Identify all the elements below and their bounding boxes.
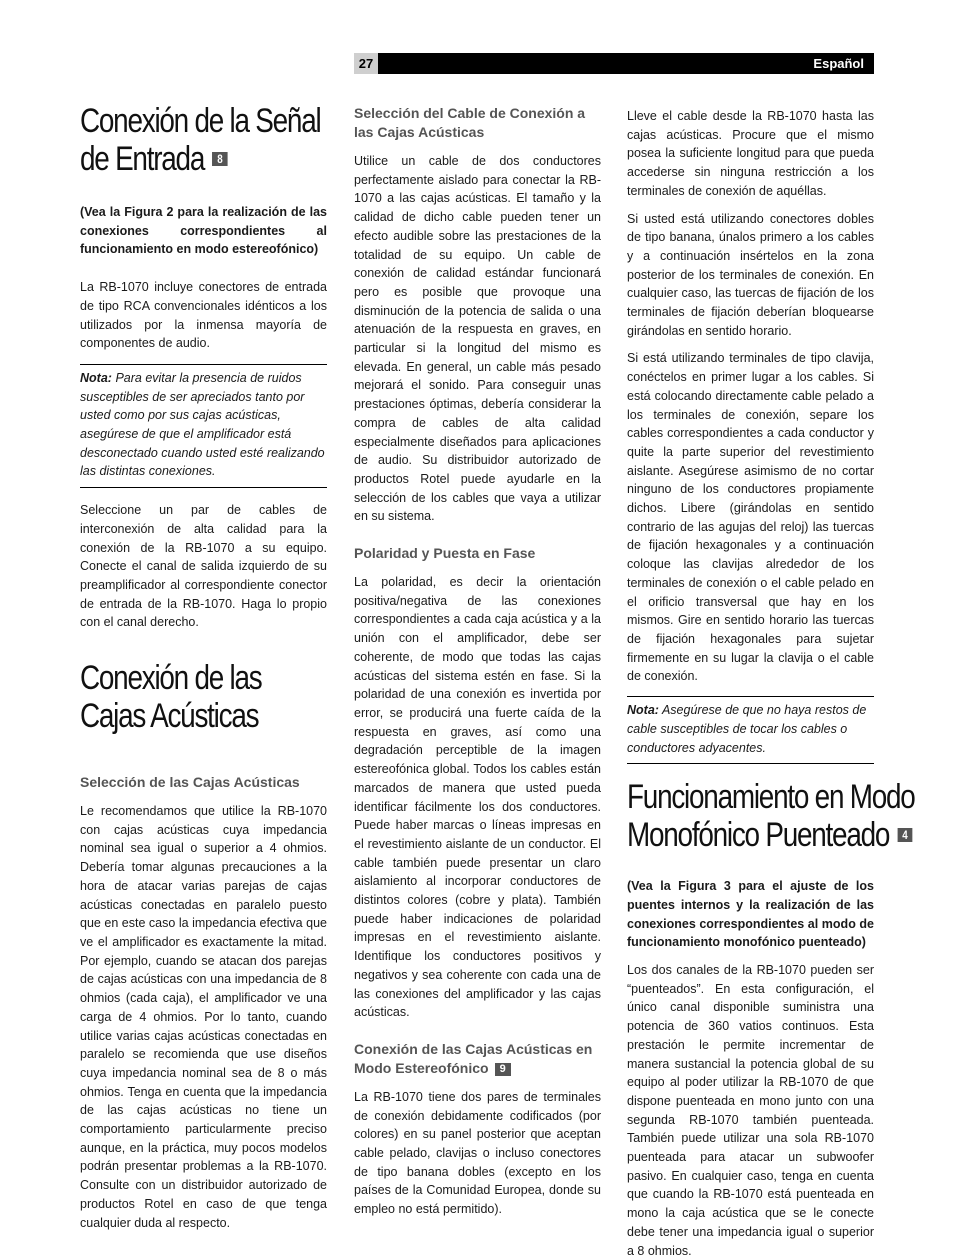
paragraph: Si usted está utilizando conectores dobles de tipo banana, únalos primero a los cables y a continuación insértelos en la zona posterior de los terminales de conexión. En cualquier caso, las tuercas de fijación de los terminales de fijación deberían bloquearse girándolas en sentido horario. (627, 211, 874, 338)
paragraph: Lleve el cable desde la RB-1070 hasta las cajas acústicas. Procure que el mismo posea la suficiente longitud para que pueda accederse sin ninguna restricción a los terminales de conexión de aquéllas. (627, 109, 874, 198)
heading-line: Conexión de las (80, 659, 262, 698)
paragraph: La polaridad, es decir la orientación positiva/negativa de las conexiones correspondientes a cada caja acústica y a la unión con el amplificador, debe ser coherente, de modo que todas las cajas acústicas del sistema estén en fase. Si la polaridad de una conexión es invertida por error, se producirá una fuerte caída de la respuesta en graves, así como una degradación perceptible de la imagen estereofónica global. Todos los cables están marcados de manera que usted pueda identificar fácilmente los dos conductores. Puede haber marcas o líneas impresas en el revestimiento aislante de un conductor. El cable también puede presentar un claro aislamiento al incorporar conductores de distintos colores (cobre y plata). También puede haber indicaciones de polaridad impresas en el revestimiento aislante. Identifique los conductores positivos y negativos y sea coherente con cada una de las conexiones del amplificador y las cajas acústicas. (354, 575, 601, 1020)
header-bar (354, 53, 874, 74)
column-2 (354, 104, 601, 1219)
section-badge: 4 (897, 828, 912, 842)
heading-line: Monofónico Puenteado (627, 816, 890, 855)
heading-bridged-mono (627, 778, 915, 855)
section-badge: 9 (495, 1063, 511, 1076)
subheading-cable-selection: Selección del Cable de Conexión a las Cajas Acústicas (354, 105, 586, 140)
heading-speaker-connection (80, 659, 283, 735)
note-text: Asegúrese de que no haya restos de cable susceptibles de tocar los cables o conductores adyacentes. (627, 703, 867, 755)
paragraph: Seleccione un par de cables de interconexión de alta calidad para la conexión de la RB-1070 a su equipo. Conecte el canal de salida izquierdo de su preamplificador al correspondiente conector de entrada de la RB-1070. Haga lo propio con el canal derecho. (80, 503, 327, 630)
paragraph: Si está utilizando terminales de tipo clavija, conéctelos en primer lugar a los cables. Si está colocando directamente cable pelado a los terminales de conexión, separe los cables correspondientes a cada conductor y quite la parte superior del revestimiento aislante. Asegúrese asimismo de no cortar ninguno de los conductores propiamente dichos. Libere (girándolas en sentido contrario de las agujas del reloj) las tuercas de fijación hexagonales y a continuación coloque las clavijas alrededor de los terminales de conexión o el cable pelado en el orificio transversal que hay en los mismos. Gire en sentido horario las tuercas de fijación hexagonales para sujetar firmemente en su lugar la clavija o el cable de conexión. (627, 351, 874, 684)
note-box (80, 364, 327, 488)
paragraph: Los dos canales de la RB-1070 pueden ser “puenteados”. En esta configuración, el único canal disponible suministra una potencia de 360 vatios continuos. Esta prestación le permite incrementar de manera sustancial la potencia global de su equipo al poder utilizar la RB-1070 de que dispone puenteada en mono junto con una segunda RB-1070 también puenteada. También puede utilizar una sola RB-1070 puenteada para atacar un subwoofer pasivo. En cualquier caso, tenga en cuenta que cuando la RB-1070 está puenteada en mono la caja acústica que se le conecte debe tener una impedancia igual o superior a 8 ohmios. (627, 963, 874, 1258)
section-badge: 8 (212, 152, 227, 166)
subheading-text: Conexión de las Cajas Acústicas en Modo Estereofónico (354, 1040, 593, 1076)
heading-line: Conexión de la Señal (80, 102, 321, 140)
heading-line: de Entrada (80, 140, 205, 178)
paragraph: La RB-1070 incluye conectores de entrada de tipo RCA convencionales idénticos a los utilizados por la inmensa mayoría de componentes de audio. (80, 280, 327, 351)
heading-input-signal (80, 102, 321, 178)
figure-reference: (Vea la Figura 2 para la realización de las conexiones correspondientes al funcionamiento en modo estereofónico) (80, 205, 327, 257)
figure-reference: (Vea la Figura 3 para el ajuste de los puentes internos y la realización de las conexiones correspondientes al modo de funcionamiento monofónico puenteado) (627, 879, 874, 950)
note-label: Nota: (627, 703, 659, 718)
paragraph: Le recomendamos que utilice la RB-1070 con cajas acústicas cuya impedancia nominal sea igual o superior a 4 ohmios. Debería tomar algunas precauciones a la hora de atacar varias parejas de cajas acústicas conectadas en paralelo puesto que en este caso la impedancia efectiva que ve el amplificador es exactamente la mitad. Por ejemplo, cuando se atacan dos parejas de cajas acústicas con una impedancia de 8 ohmios (cada caja), el amplificador ve una carga de 4 ohmios. Por lo tanto, cuando utilice varias cajas acústicas conectadas en paralelo se recomienda que use diseños cuya impedancia nominal sea de 8 o más ohmios. Tenga en cuenta que la impedancia de las cajas acústicas no tiene un comportamiento particularmente preciso aunque, en la práctica, muy pocos modelos podrán presentar problemas a la RB-1070. Consulte con un distribuidor autorizado de productos Rotel en caso de que tenga cualquier duda al respecto. (80, 804, 327, 1230)
paragraph: La RB-1070 tiene dos pares de terminales de conexión debidamente codificados (por colores) en su panel posterior que aceptan cable pelado, clavijas o incluso conectores de tipo banana dobles (excepto en los países de la Comunidad Europea, donde su empleo no está permitido). (354, 1089, 601, 1217)
paragraph: Utilice un cable de dos conductores perfectamente aislado para conectar la RB-1070 a las cajas acústicas. El tamaño y la calidad de dicho cable pueden tener un efecto audible sobre las prestaciones de la totalidad de su equipo. Un cable de conexión de calidad estándar funcionará pero es posible que provoque una disminución de la potencia de salida o una atenuación de la respuesta en graves, en particular si la longitud del mismo es elevada. En general, un cable más pesado mejorará el sonido. Para conseguir unas prestaciones óptimas, debería considerar la compra de cables de alta calidad especialmente diseñados para aplicaciones de audio. Su distribuidor autorizado de productos Rotel puede ayudarle en la selección de los cables que vaya a utilizar en su sistema. (354, 154, 601, 524)
language-label: Español (813, 56, 864, 71)
note-text: Para evitar la presencia de ruidos susceptibles de ser apreciados tanto por usted como por sus cajas acústicas, asegúrese de que el amplificador está desconectado cuando usted esté realizando las distintas conexiones. (80, 370, 325, 479)
subheading-speaker-selection: Selección de las Cajas Acústicas (80, 774, 300, 791)
heading-line: Funcionamiento en Modo (627, 778, 915, 817)
subheading-polarity: Polaridad y Puesta en Fase (354, 545, 536, 562)
column-3 (627, 107, 915, 1260)
subheading-stereo-connection (354, 1040, 601, 1078)
column-1 (80, 100, 327, 1232)
note-box (627, 696, 874, 764)
note-label: Nota: (80, 370, 112, 385)
heading-line: Cajas Acústicas (80, 697, 259, 736)
page-number: 27 (354, 53, 378, 74)
